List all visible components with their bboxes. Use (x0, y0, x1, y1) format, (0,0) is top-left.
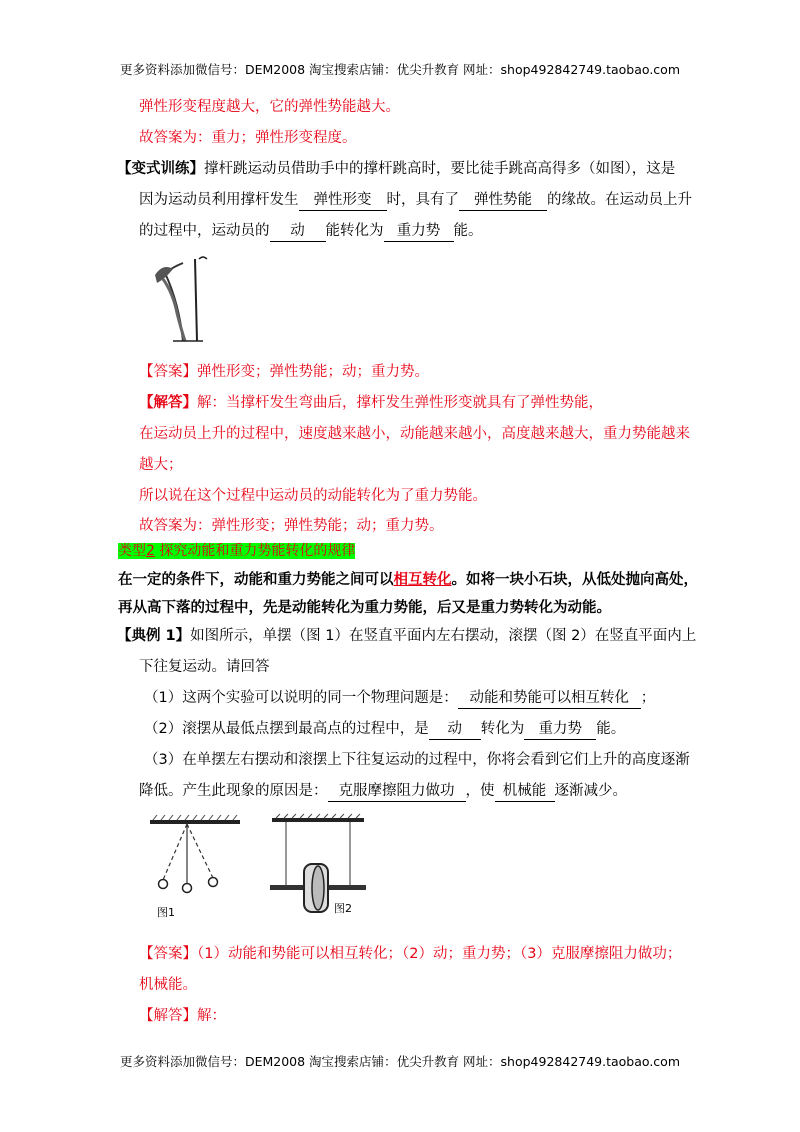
question-text: （2）滚摆从最低点摆到最高点的过程中，是 (144, 721, 429, 737)
section-tag (118, 543, 355, 559)
variant-explain-line4: 所以说在这个过程中运动员的动能转化为了重力势能。 (139, 488, 487, 504)
question-2 (144, 719, 625, 740)
variant-explain-line2: 在运动员上升的过程中，速度越来越小，动能越来越小，高度越来越大，重力势能越来 (139, 426, 690, 442)
example-explain: 【解答】解： (139, 1008, 226, 1024)
type2-intro-line2: 再从高下落的过程中，先是动能转化为重力势能，后又是重力势转化为动能。 (118, 600, 611, 616)
blank-answer: 机械能 (495, 781, 555, 802)
example-answer-line2: 机械能。 (139, 977, 197, 993)
explain-tag: 【解答】 (139, 395, 197, 411)
variant-question-line3 (139, 221, 483, 242)
blank-answer: 动 (270, 221, 326, 242)
figure-1-pendulum (145, 812, 245, 922)
section-tag-text: 类型 (118, 543, 146, 559)
variant-question-line1 (117, 159, 675, 179)
section-type2-heading (118, 541, 355, 561)
question-text: ； (640, 690, 656, 706)
blank-answer: 动 (429, 719, 481, 740)
variant-text: 能。 (453, 223, 483, 239)
variant-explain-line1 (139, 393, 603, 413)
blank-answer: 重力势 (524, 719, 596, 740)
intro-keyword: 相互转化 (393, 572, 452, 588)
blank-answer: 弹性势能 (459, 190, 547, 211)
example-tag: 【典例 1】 (117, 628, 191, 644)
question-text: 逐渐减少。 (554, 783, 627, 799)
example-line2: 下往复运动。请回答 (139, 659, 270, 675)
variant-text: 撑杆跳运动员借助手中的撑杆跳高时，要比徒手跳高高得多（如图），这是 (204, 161, 676, 177)
question-text: ，使 (465, 783, 495, 799)
question-3-line2 (139, 781, 627, 802)
variant-text: 时，具有了 (386, 192, 459, 208)
variant-answer: 【答案】弹性形变；弹性势能；动；重力势。 (139, 364, 429, 380)
question-text: （1）这两个实验可以说明的同一个物理问题是： (144, 690, 458, 706)
pole-vault-figure (143, 253, 213, 345)
variant-tag: 【变式训练】 (117, 161, 204, 177)
variant-explain-line3: 越大； (139, 457, 183, 473)
page-footer: 更多资料添加微信号：DEM2008 淘宝搜索店铺：优尖升教育 网址：shop492842749.taobao.com (119, 1054, 681, 1069)
question-3-line1: （3）在单摆左右摆动和滚摆上下往复运动的过程中，你将会看到它们上升的高度逐渐 (144, 752, 690, 768)
blank-answer: 弹性形变 (299, 190, 387, 211)
figure-2-label: 图2 (334, 902, 352, 915)
variant-text: 的过程中，运动员的 (139, 223, 270, 239)
variant-text: 因为运动员利用撑杆发生 (139, 192, 299, 208)
question-text: 转化为 (480, 721, 525, 737)
example-line1 (117, 626, 696, 646)
variant-text: 的缘故。在运动员上升 (547, 192, 692, 208)
intro-text: 在一定的条件下，动能和重力势能之间可以 (118, 572, 394, 588)
variant-explain-line5: 故答案为：弹性形变；弹性势能；动；重力势。 (139, 518, 444, 534)
blank-answer: 动能和势能可以相互转化 (458, 688, 641, 709)
prev-answer-summary: 故答案为：重力；弹性形变程度。 (139, 130, 357, 146)
question-text: 能。 (596, 721, 626, 737)
example-text: 如图所示，单摆（图 1）在竖直平面内左右摆动，滚摆（图 2）在竖直平面内上 (190, 628, 697, 644)
question-text: 降低。产生此现象的原因是： (139, 783, 328, 799)
section-tag-title: 探究动能和重力势能转化的规律 (154, 543, 356, 559)
example-answer-line1: 【答案】（1）动能和势能可以相互转化；（2）动；重力势；（3）克服摩擦阻力做功； (139, 946, 682, 962)
page-header: 更多资料添加微信号：DEM2008 淘宝搜索店铺：优尖升教育 网址：shop492842749.taobao.com (119, 62, 681, 77)
variant-question-line2 (139, 190, 692, 211)
blank-answer: 克服摩擦阻力做功 (328, 781, 466, 802)
type2-intro-line1 (118, 570, 698, 590)
figure-1-label: 图1 (157, 906, 175, 919)
question-1 (144, 688, 655, 709)
section-tag-number: 2 (146, 543, 155, 559)
intro-text: 。如将一块小石块，从低处抛向高处， (451, 572, 698, 588)
variant-text: 能转化为 (325, 223, 384, 239)
figure-2-maxwell-wheel (268, 812, 368, 922)
prev-answer-line: 弹性形变程度越大，它的弹性势能越大。 (139, 99, 400, 115)
blank-answer: 重力势 (384, 221, 454, 242)
explain-text: 解：当撑杆发生弯曲后，撑杆发生弹性形变就具有了弹性势能， (197, 395, 603, 411)
